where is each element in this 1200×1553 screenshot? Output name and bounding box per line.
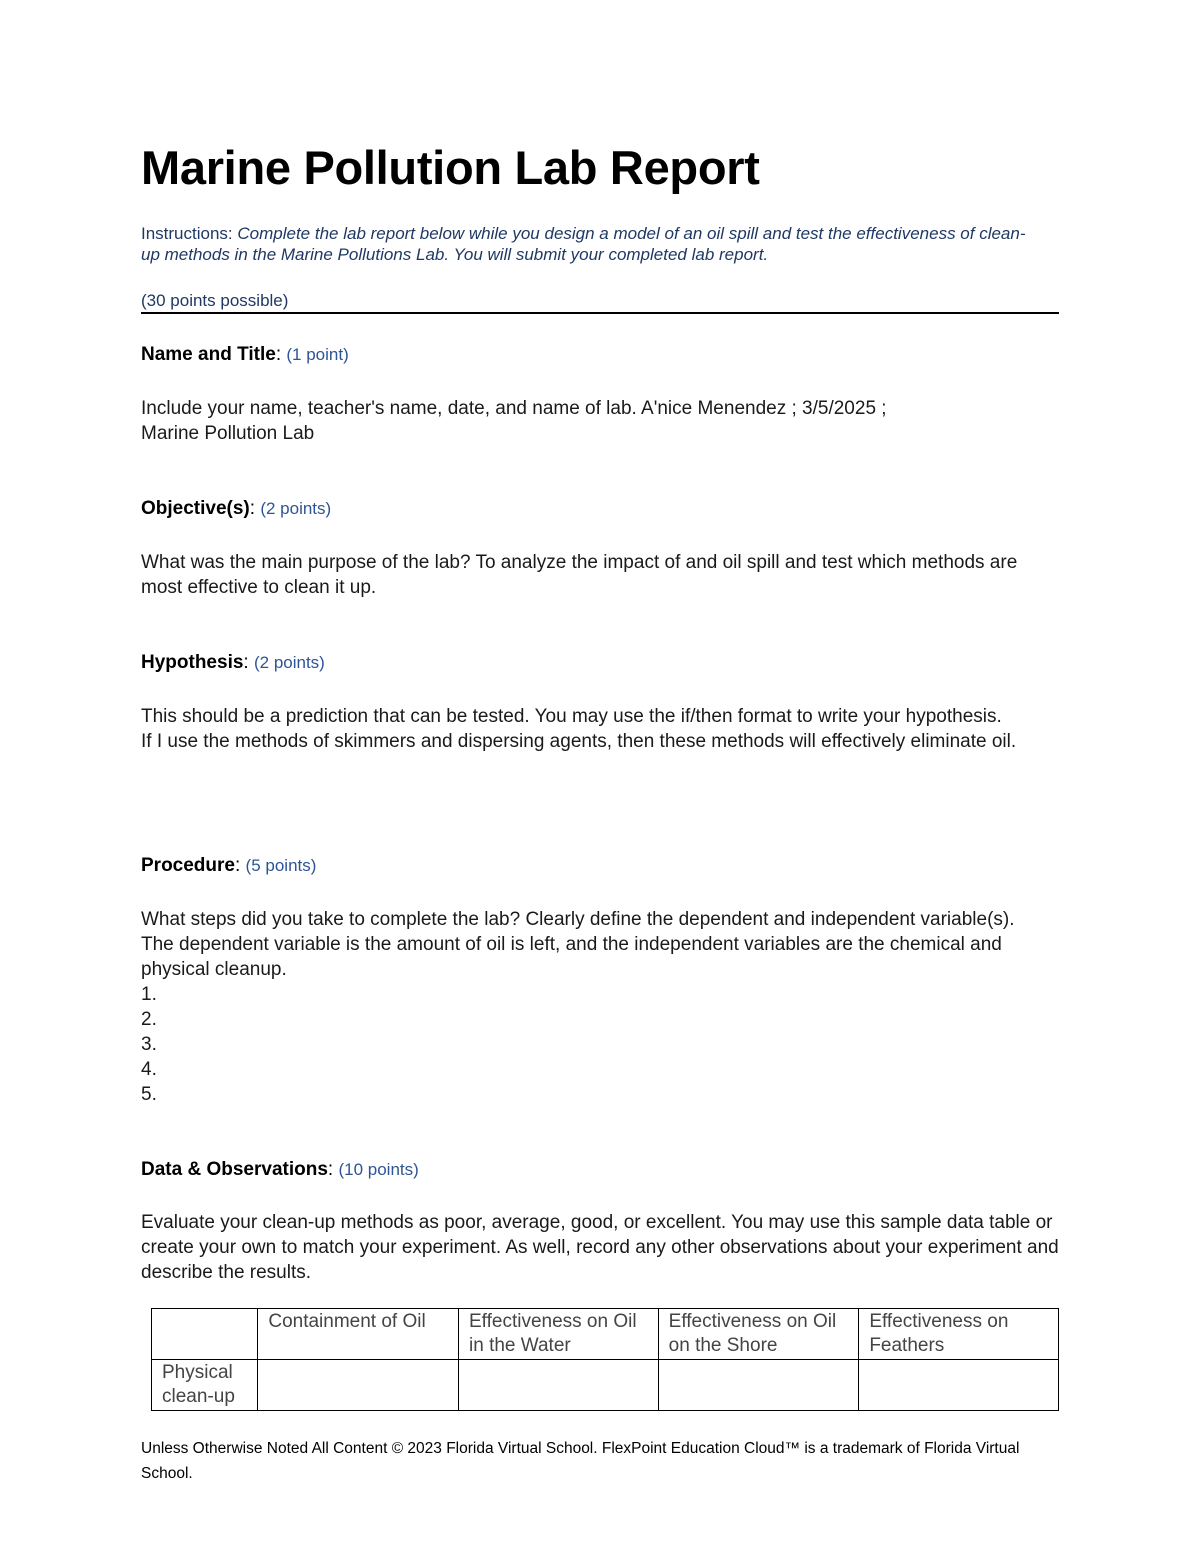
heading-text: Hypothesis <box>141 652 244 673</box>
points-possible: (30 points possible) <box>141 291 289 310</box>
hypothesis-prompt: This should be a prediction that can be tested. You may use the if/then format to write your hypothesis. <box>141 706 1002 727</box>
procedure-step: 2. <box>141 1009 157 1030</box>
footer-copyright: Unless Otherwise Noted All Content © 2023 Florida Virtual School. FlexPoint Education Cloud™ is a trademark of Florida Virtual School. <box>141 1440 1020 1482</box>
name-title-line: Include your name, teacher's name, date, and name of lab. A'nice Menendez ; 3/5/2025 ; <box>141 398 887 419</box>
table-row <box>152 1360 1059 1411</box>
procedure-step: 4. <box>141 1059 157 1080</box>
objective-body: What was the main purpose of the lab? To analyze the impact of and oil spill and test which methods are most effective to clean it up. <box>141 552 1018 598</box>
table-header-cell[interactable]: Effectiveness on Oil in the Water <box>459 1309 659 1360</box>
section-heading-procedure: Procedure: (5 points) <box>141 855 317 876</box>
table-cell[interactable] <box>658 1360 859 1411</box>
heading-text: Objective(s) <box>141 498 250 519</box>
section-heading-name-title: Name and Title: (1 point) <box>141 344 349 365</box>
table-header-cell[interactable]: Effectiveness on Oil on the Shore <box>658 1309 859 1360</box>
section-points: (10 points) <box>338 1160 419 1179</box>
procedure-prompt: What steps did you take to complete the lab? Clearly define the dependent and independent variable(s). <box>141 909 1015 930</box>
procedure-answer: The dependent variable is the amount of oil is left, and the independent variables are the chemical and physical cleanup. <box>141 934 1002 980</box>
instructions-label: Instructions: <box>141 224 238 243</box>
heading-text: Data & Observations <box>141 1159 328 1180</box>
section-points: (2 points) <box>260 499 332 518</box>
table-header-cell[interactable]: Containment of Oil <box>258 1309 459 1360</box>
table-cell[interactable] <box>258 1360 459 1411</box>
section-points: (1 point) <box>286 345 349 364</box>
data-table <box>151 1308 1059 1411</box>
section-points: (5 points) <box>245 856 317 875</box>
section-heading-objective: Objective(s): (2 points) <box>141 498 332 519</box>
name-title-line: Marine Pollution Lab <box>141 423 315 444</box>
heading-text: Procedure <box>141 855 235 876</box>
section-heading-hypothesis: Hypothesis: (2 points) <box>141 652 325 673</box>
table-cell[interactable] <box>859 1360 1059 1411</box>
procedure-step: 1. <box>141 984 157 1005</box>
hypothesis-answer: If I use the methods of skimmers and dispersing agents, then these methods will effectively eliminate oil. <box>141 731 1017 752</box>
table-header-cell[interactable]: Effectiveness on Feathers <box>859 1309 1059 1360</box>
procedure-step: 5. <box>141 1084 157 1105</box>
page-title: Marine Pollution Lab Report <box>141 141 760 194</box>
instructions-text: Complete the lab report below while you design a model of an oil spill and test the effectiveness of clean-up methods in the Marine Pollutions Lab. You will submit your completed lab report. <box>141 224 1026 264</box>
table-header-row <box>152 1309 1059 1360</box>
procedure-step: 3. <box>141 1034 157 1055</box>
table-cell[interactable] <box>459 1360 659 1411</box>
heading-text: Name and Title <box>141 344 276 365</box>
table-row-label[interactable]: Physical clean-up <box>152 1360 258 1411</box>
section-heading-data: Data & Observations: (10 points) <box>141 1159 419 1180</box>
table-header-cell[interactable] <box>152 1309 258 1360</box>
table-area <box>141 0 1059 1553</box>
data-body: Evaluate your clean-up methods as poor, average, good, or excellent. You may use this sample data table or create your own to match your experiment. As well, record any other observations about your experiment and describe the results. <box>141 1212 1059 1283</box>
section-points: (2 points) <box>253 653 325 672</box>
